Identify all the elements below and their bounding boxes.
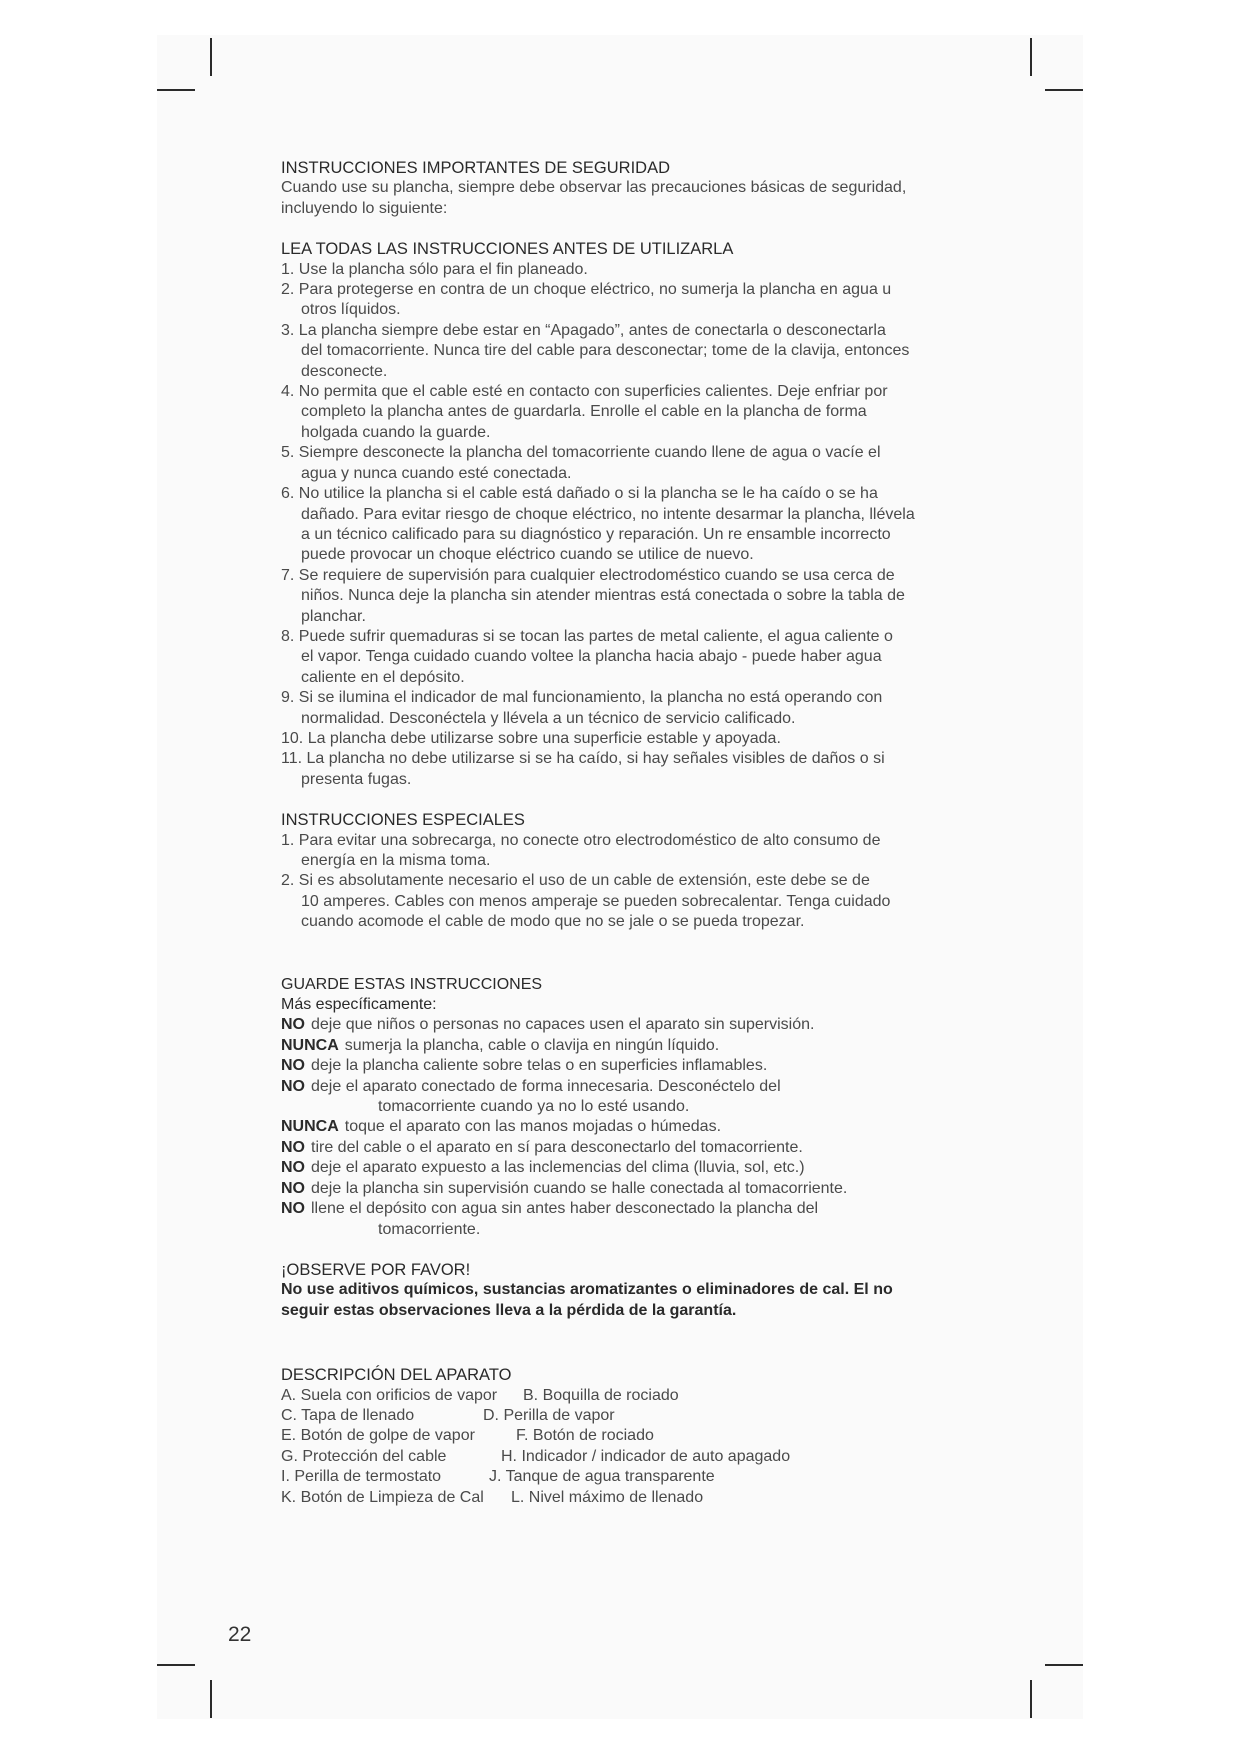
special-item bbox=[281, 831, 981, 872]
special-item-line: energía en la misma toma. bbox=[301, 852, 491, 869]
crop-mark-bottom-left-horizontal bbox=[157, 1664, 195, 1666]
read-item bbox=[281, 729, 981, 749]
crop-mark-top-left-vertical bbox=[210, 38, 212, 76]
read-item-line: holgada cuando la guarde. bbox=[301, 423, 491, 441]
read-item-line: puede provocar un choque eléctrico cuando se utilice de nuevo. bbox=[301, 546, 754, 564]
rule-line bbox=[281, 1138, 981, 1158]
read-item bbox=[281, 688, 981, 729]
read-item-line: 6. No utilice la plancha si el cable está dañado o si la plancha se le ha caído o se ha bbox=[281, 485, 878, 503]
desc-part-left: G. Protección del cable bbox=[281, 1447, 447, 1465]
read-item bbox=[281, 280, 981, 321]
desc-part-left: C. Tapa de llenado bbox=[281, 1406, 415, 1424]
crop-mark-bottom-left-vertical bbox=[210, 1680, 212, 1718]
crop-mark-bottom-right-vertical bbox=[1030, 1680, 1032, 1718]
read-item bbox=[281, 484, 981, 566]
rule-line bbox=[281, 1158, 981, 1178]
read-title: LEA TODAS LAS INSTRUCCIONES ANTES DE UTILIZARLA bbox=[281, 240, 734, 259]
read-item-line: 9. Si se ilumina el indicador de mal funcionamiento, la plancha no está operando con bbox=[281, 689, 883, 707]
read-item-line: presenta fugas. bbox=[301, 770, 412, 788]
read-item-line: dañado. Para evitar riesgo de choque eléctrico, no intente desarmar la plancha, llévela bbox=[301, 505, 915, 523]
rule-line bbox=[281, 1077, 981, 1097]
rule-text: toque el aparato con las manos mojadas o húmedas. bbox=[344, 1118, 722, 1136]
save-subtitle: Más específicamente: bbox=[281, 996, 437, 1014]
special-list bbox=[281, 831, 981, 933]
rule-text: tire del cable o el aparato en sí para desconectarlo del tomacorriente. bbox=[311, 1138, 803, 1156]
rule-line bbox=[281, 1179, 981, 1199]
desc-row bbox=[281, 1386, 981, 1406]
rule-line bbox=[281, 1117, 981, 1137]
read-item-line: otros líquidos. bbox=[301, 301, 401, 319]
rule-text: sumerja la plancha, cable o clavija en ningún líquido. bbox=[344, 1036, 720, 1054]
note-line-2: seguir estas observaciones lleva a la pérdida de la garantía. bbox=[281, 1301, 737, 1319]
desc-part-right: D. Perilla de vapor bbox=[483, 1406, 615, 1424]
note-line-1: No use aditivos químicos, sustancias aromatizantes o eliminadores de cal. El no bbox=[281, 1281, 893, 1299]
read-item-line: 11. La plancha no debe utilizarse si se ha caído, si hay señales visibles de daños o si bbox=[281, 750, 885, 768]
read-item-line: 10. La plancha debe utilizarse sobre una superficie estable y apoyada. bbox=[281, 729, 781, 747]
page-number: 22 bbox=[228, 1623, 252, 1646]
read-item bbox=[281, 321, 981, 382]
rules-list bbox=[281, 1015, 981, 1239]
read-item-line: normalidad. Desconéctela y llévela a un técnico de servicio calificado. bbox=[301, 709, 796, 727]
read-item-line: 7. Se requiere de supervisión para cualquier electrodoméstico cuando se usa cerca de bbox=[281, 566, 895, 584]
rule-line bbox=[281, 1015, 981, 1035]
read-list bbox=[281, 260, 981, 791]
read-item-line: el vapor. Tenga cuidado cuando voltee la plancha hacia abajo - puede haber agua bbox=[301, 648, 882, 666]
rule-keyword: NO bbox=[281, 1200, 305, 1218]
desc-part-left: A. Suela con orificios de vapor bbox=[281, 1386, 498, 1404]
rule-keyword: NO bbox=[281, 1077, 305, 1095]
read-item-line: niños. Nunca deje la plancha sin atender mientras está conectada o sobre la tabla de bbox=[301, 587, 905, 605]
crop-mark-bottom-right-horizontal bbox=[1045, 1664, 1083, 1666]
rule-keyword: NO bbox=[281, 1057, 305, 1075]
read-item bbox=[281, 627, 981, 688]
rule-continuation: tomacorriente cuando ya no lo esté usando. bbox=[378, 1098, 690, 1116]
crop-mark-top-right-vertical bbox=[1030, 38, 1032, 76]
read-item-line: 1. Use la plancha sólo para el fin planeado. bbox=[281, 260, 588, 278]
crop-mark-top-left-horizontal bbox=[157, 89, 195, 91]
read-item bbox=[281, 749, 981, 790]
read-item bbox=[281, 566, 981, 627]
desc-part-left: I. Perilla de termostato bbox=[281, 1468, 442, 1486]
desc-part-left: E. Botón de golpe de vapor bbox=[281, 1427, 475, 1445]
rule-text: deje que niños o personas no capaces usen el aparato sin supervisión. bbox=[311, 1016, 815, 1034]
desc-part-right: H. Indicador / indicador de auto apagado bbox=[501, 1447, 791, 1465]
special-title: INSTRUCCIONES ESPECIALES bbox=[281, 811, 525, 830]
read-item-line: completo la plancha antes de guardarla. Enrolle el cable en la plancha de forma bbox=[301, 403, 867, 421]
read-item bbox=[281, 443, 981, 484]
rule-keyword: NUNCA bbox=[281, 1036, 339, 1054]
desc-list bbox=[281, 1386, 981, 1508]
note-title: ¡OBSERVE POR FAVOR! bbox=[281, 1260, 471, 1279]
desc-part-right: J. Tanque de agua transparente bbox=[489, 1468, 715, 1486]
desc-row bbox=[281, 1426, 981, 1446]
special-item bbox=[281, 871, 981, 932]
rule-line bbox=[281, 1199, 981, 1219]
special-item-line: 1. Para evitar una sobrecarga, no conecte otro electrodoméstico de alto consumo de bbox=[281, 831, 881, 849]
rule-text: deje la plancha sin supervisión cuando se halle conectada al tomacorriente. bbox=[311, 1179, 848, 1197]
special-item-line: cuando acomode el cable de modo que no se jale o se pueda tropezar. bbox=[301, 913, 805, 931]
rule-keyword: NO bbox=[281, 1159, 305, 1177]
read-item bbox=[281, 382, 981, 443]
rule-keyword: NO bbox=[281, 1016, 305, 1034]
crop-mark-top-right-horizontal bbox=[1045, 89, 1083, 91]
desc-part-right: F. Botón de rociado bbox=[516, 1427, 654, 1445]
rule-line bbox=[281, 1056, 981, 1076]
desc-part-right: L. Nivel máximo de llenado bbox=[511, 1488, 704, 1506]
rule-text: llene el depósito con agua sin antes haber desconectado la plancha del bbox=[311, 1200, 819, 1218]
read-item-line: planchar. bbox=[301, 607, 366, 625]
desc-row bbox=[281, 1447, 981, 1467]
desc-row bbox=[281, 1488, 981, 1508]
desc-title: DESCRIPCIÓN DEL APARATO bbox=[281, 1366, 512, 1385]
special-item-line: 2. Si es absolutamente necesario el uso de un cable de extensión, este debe se de bbox=[281, 872, 870, 890]
read-item-line: 2. Para protegerse en contra de un choque eléctrico, no sumerja la plancha en agua u bbox=[281, 281, 892, 299]
desc-part-right: B. Boquilla de rociado bbox=[523, 1386, 679, 1404]
read-item-line: 8. Puede sufrir quemaduras si se tocan las partes de metal caliente, el agua caliente o bbox=[281, 627, 893, 645]
manual-content bbox=[281, 158, 981, 1508]
special-item-line: 10 amperes. Cables con menos amperaje se pueden sobrecalentar. Tenga cuidado bbox=[301, 892, 891, 910]
safety-title: INSTRUCCIONES IMPORTANTES DE SEGURIDAD bbox=[281, 159, 671, 177]
rule-text: deje la plancha caliente sobre telas o en superficies inflamables. bbox=[311, 1057, 768, 1075]
read-item-line: agua y nunca cuando esté conectada. bbox=[301, 464, 572, 482]
safety-intro-line-2: incluyendo lo siguiente: bbox=[281, 199, 448, 217]
safety-intro-line-1: Cuando use su plancha, siempre debe observar las precauciones básicas de seguridad, bbox=[281, 179, 907, 197]
read-item-line: a un técnico calificado para su diagnóstico y reparación. Un re ensamble incorrecto bbox=[301, 525, 891, 543]
rule-continuation: tomacorriente. bbox=[378, 1220, 481, 1238]
read-item-line: del tomacorriente. Nunca tire del cable para desconectar; tome de la clavija, entonces bbox=[301, 342, 910, 360]
rule-text: deje el aparato expuesto a las inclemencias del clima (lluvia, sol, etc.) bbox=[311, 1159, 805, 1177]
rule-keyword: NUNCA bbox=[281, 1118, 339, 1136]
rule-text: deje el aparato conectado de forma innecesaria. Desconéctelo del bbox=[311, 1077, 781, 1095]
save-title: GUARDE ESTAS INSTRUCCIONES bbox=[281, 975, 543, 993]
read-item bbox=[281, 260, 981, 280]
read-item-line: 4. No permita que el cable esté en contacto con superficies calientes. Deje enfriar por bbox=[281, 383, 888, 401]
read-item-line: caliente en el depósito. bbox=[301, 668, 465, 686]
desc-row bbox=[281, 1406, 981, 1426]
read-item-line: 5. Siempre desconecte la plancha del tomacorriente cuando llene de agua o vacíe el bbox=[281, 444, 881, 462]
read-item-line: desconecte. bbox=[301, 362, 388, 380]
desc-row bbox=[281, 1467, 981, 1487]
rule-keyword: NO bbox=[281, 1179, 305, 1197]
desc-part-left: K. Botón de Limpieza de Cal bbox=[281, 1488, 484, 1506]
rule-keyword: NO bbox=[281, 1138, 305, 1156]
read-item-line: 3. La plancha siempre debe estar en “Apagado”, antes de conectarla o desconectarla bbox=[281, 321, 886, 339]
rule-line bbox=[281, 1036, 981, 1056]
